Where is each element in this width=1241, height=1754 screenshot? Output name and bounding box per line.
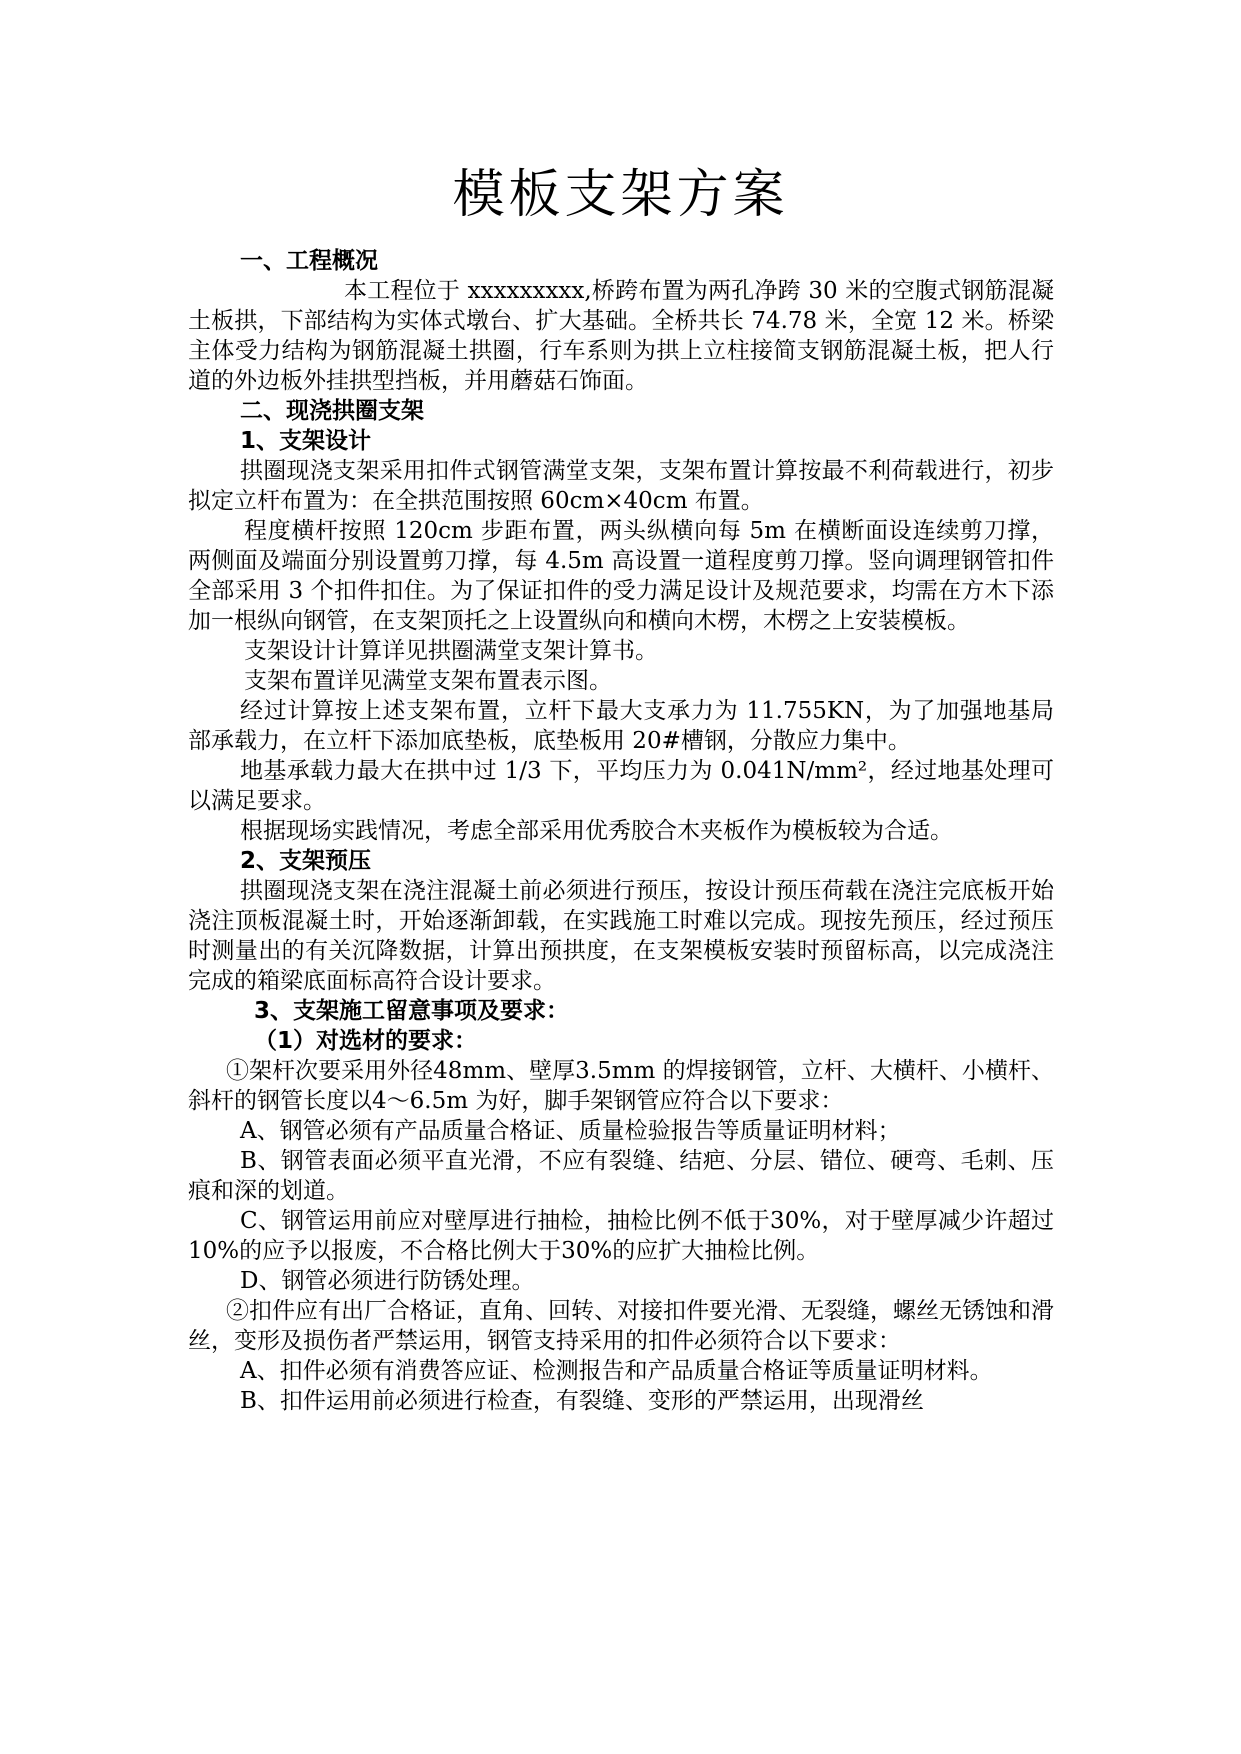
subsubsection-heading: （1）对选材的要求：	[254, 1028, 478, 1054]
paragraph: 支架设计计算详见拱圈满堂支架计算书。	[244, 638, 658, 664]
paragraph: 经过计算按上述支架布置，立杆下最大支承力为 11.755KN，为了加强地基局部承载力，在立杆下添加底垫板，底垫板用 20#槽钢，分散应力集中。	[188, 698, 1054, 754]
subsection-heading: 3、支架施工留意事项及要求：	[254, 998, 570, 1024]
list-item: ①架杆次要采用外径48mm、壁厚3.5mm 的焊接钢管，立杆、大横杆、小横杆、斜杆的钢管长度以4～6.5m 为好，脚手架钢管应符合以下要求：	[188, 1058, 1054, 1114]
list-item: C、钢管运用前应对壁厚进行抽检，抽检比例不低于30%，对于壁厚减少许超过10%的应予以报废，不合格比例大于30%的应扩大抽检比例。	[188, 1208, 1054, 1264]
document-body	[188, 246, 1054, 1416]
paragraph: 根据现场实践情况，考虑全部采用优秀胶合木夹板作为模板较为合适。	[240, 818, 953, 844]
list-item: D、钢管必须进行防锈处理。	[240, 1268, 535, 1294]
list-item: ②扣件应有出厂合格证，直角、回转、对接扣件要光滑、无裂缝，螺丝无锈蚀和滑丝，变形及损伤者严禁运用，钢管支持采用的扣件必须符合以下要求：	[188, 1298, 1054, 1354]
document-title: 模板支架方案	[452, 165, 789, 225]
section-heading: 一、工程概况	[240, 248, 378, 274]
paragraph: 拱圈现浇支架在浇注混凝土前必须进行预压，按设计预压荷载在浇注完底板开始浇注顶板混凝土时，开始逐渐卸载，在实践施工时难以完成。现按先预压，经过预压时测量出的有关沉降数据，计算出预拱度，在支架模板安装时预留标高，以完成浇注完成的箱梁底面标高符合设计要求。	[188, 878, 1054, 994]
subsection-heading: 2、支架预压	[240, 848, 372, 874]
paragraph: 支架布置详见满堂支架布置表示图。	[244, 668, 612, 694]
paragraph: 拱圈现浇支架采用扣件式钢管满堂支架，支架布置计算按最不利荷载进行，初步拟定立杆布置为：在全拱范围按照 60cm×40cm 布置。	[188, 458, 1054, 514]
paragraph: 本工程位于 xxxxxxxxx,桥跨布置为两孔净跨 30 米的空腹式钢筋混凝土板拱，下部结构为实体式墩台、扩大基础。全桥共长 74.78 米，全宽 12 米。桥梁主体受力结构为钢筋混凝土拱圈，行车系则为拱上立柱接简支钢筋混凝土板，把人行道的外边板外挂拱型挡板，并用蘑菇石饰面。	[188, 278, 1054, 394]
paragraph: 程度横杆按照 120cm 步距布置，两头纵横向每 5m 在横断面设连续剪刀撑，两侧面及端面分别设置剪刀撑，每 4.5m 高设置一道程度剪刀撑。竖向调理钢管扣件全部采用 3 个扣件扣住。为了保证扣件的受力满足设计及规范要求，均需在方木下添加一根纵向钢管，在支架顶托之上设置纵向和横向木楞，木楞之上安装模板。	[188, 518, 1054, 634]
list-item: A、扣件必须有消费答应证、检测报告和产品质量合格证等质量证明材料。	[240, 1358, 993, 1384]
list-item: A、钢管必须有产品质量合格证、质量检验报告等质量证明材料；	[240, 1118, 901, 1144]
list-item: B、钢管表面必须平直光滑，不应有裂缝、结疤、分层、错位、硬弯、毛刺、压痕和深的划道。	[188, 1148, 1054, 1204]
subsection-heading: 1、支架设计	[240, 428, 372, 454]
list-item: B、扣件运用前必须进行检查，有裂缝、变形的严禁运用，出现滑丝	[240, 1388, 924, 1414]
paragraph: 地基承载力最大在拱中过 1/3 下，平均压力为 0.041N/mm²，经过地基处理可以满足要求。	[188, 758, 1054, 814]
section-heading: 二、现浇拱圈支架	[240, 398, 424, 424]
